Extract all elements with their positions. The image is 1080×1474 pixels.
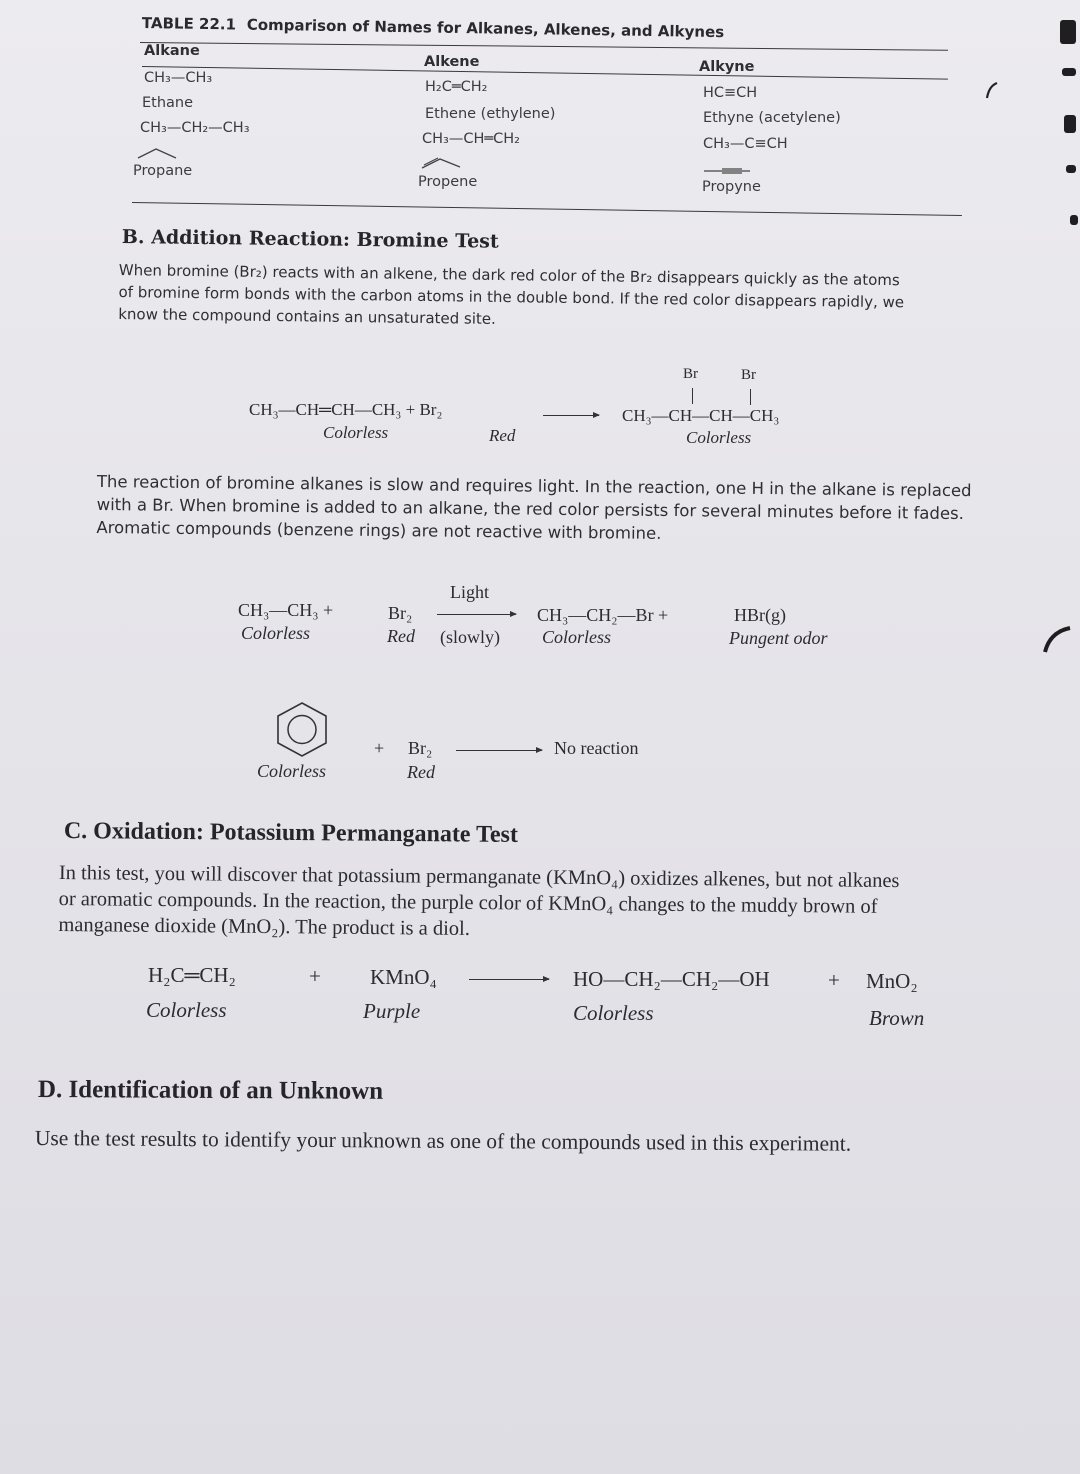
eq1-reactant-color: Colorless: [323, 423, 389, 442]
section-d-heading: D. Identification of an Unknown: [37, 1076, 384, 1105]
pen-mark: [1040, 624, 1074, 654]
eqc-kmno4: KMnO₄: [370, 965, 437, 989]
table-header-rule: [142, 66, 948, 80]
alkyne-name-ethyne: Ethyne (acetylene): [703, 110, 841, 126]
eq1-reaction-arrow: [543, 415, 599, 416]
eqc-product-color: Colorless: [573, 1001, 654, 1025]
eq1-bond-right: [750, 389, 751, 405]
section-c-paragraph: [58, 860, 899, 946]
eq2-bromine: Br₂: [388, 603, 413, 623]
column-header-alkyne: Alkyne: [699, 59, 755, 75]
table-title: [142, 14, 725, 41]
eq1-br-right: Br: [741, 367, 756, 383]
alkane-bromine-paragraph: [96, 470, 971, 548]
eq2-condition-slowly: (slowly): [440, 627, 500, 647]
alkene-formula-propene: CH₃—CH═CH₂: [422, 131, 520, 147]
section-b-paragraph: [118, 259, 904, 335]
para2-line-3: Aromatic compounds (benzene rings) are not reactive with bromine.: [96, 517, 662, 543]
alkene-name-propene: Propene: [418, 174, 478, 190]
eq2-hbr: HBr(g): [734, 605, 786, 625]
eq2-reactant: CH₃—CH₃ +: [238, 600, 334, 620]
margin-mark: [1066, 165, 1076, 173]
eq2-bromine-color: Red: [387, 626, 415, 646]
section-b-line-3: know the compound contains an unsaturated site.: [118, 304, 496, 328]
section-c-heading: C. Oxidation: Potassium Permanganate Test: [63, 818, 518, 848]
margin-mark: [1070, 215, 1078, 225]
section-d-text: Use the test results to identify your unknown as one of the compounds used in this experiment.: [34, 1126, 852, 1156]
eq3-reaction-arrow: [456, 750, 542, 751]
eqc-product: HO—CH₂—CH₂—OH: [573, 967, 770, 991]
eq1-bromine-color: Red: [489, 426, 516, 445]
eq3-plus: +: [374, 738, 385, 758]
eqc-reactant: H₂C═CH₂: [148, 963, 236, 987]
eq3-bromine-color: Red: [407, 762, 435, 782]
section-b-line-1: When bromine (Br₂) reacts with an alkene, the dark red color of the Br₂ disappears quickly as the atoms: [118, 260, 900, 290]
propene-skeletal-structure: [420, 156, 466, 170]
alkane-name-propane: Propane: [133, 163, 193, 179]
benzene-ring-structure: [272, 700, 332, 760]
eqc-reaction-arrow: [469, 979, 549, 980]
table-label: TABLE 22.1: [141, 14, 237, 34]
alkene-formula-ethene: H₂C═CH₂: [425, 79, 488, 95]
section-b-heading: B. Addition Reaction: Bromine Test: [121, 226, 499, 253]
eq1-product: CH₃—CH—CH—CH₃: [622, 406, 780, 425]
eqc-reactant-color: Colorless: [146, 998, 227, 1022]
margin-mark: [1060, 20, 1076, 44]
eq2-reaction-arrow: [437, 614, 516, 615]
eq1-product-color: Colorless: [686, 428, 752, 447]
eq1-reactants: CH₃—CH═CH—CH₃ + Br₂: [249, 400, 443, 419]
eqc-plus-1: +: [309, 964, 321, 988]
propyne-skeletal-structure: [702, 166, 754, 176]
eq2-condition-light: Light: [450, 582, 489, 602]
eq2-reactant-color: Colorless: [241, 623, 311, 643]
para2-line-2: with a Br. When bromine is added to an alkane, the red color persists for several minutes before it fades.: [96, 494, 965, 524]
column-header-alkene: Alkene: [424, 54, 480, 70]
eq2-product: CH₃—CH₂—Br +: [537, 605, 669, 625]
table-top-rule: [140, 42, 948, 51]
section-c-line-2: or aromatic compounds. In the reaction, the purple color of KMnO₄ changes to the muddy brown of: [58, 887, 878, 918]
eqc-kmno4-color: Purple: [363, 999, 421, 1023]
alkene-name-ethene: Ethene (ethylene): [425, 106, 556, 122]
column-header-alkane: Alkane: [144, 43, 200, 59]
section-c-line-3: manganese dioxide (MnO₂). The product is a diol.: [58, 913, 471, 940]
eq2-product-color: Colorless: [542, 627, 612, 647]
eq1-br-left: Br: [683, 366, 698, 382]
section-b-line-2: of bromine form bonds with the carbon atoms in the double bond. If the red color disappears rapidly, we: [118, 282, 905, 312]
eq3-bromine: Br₂: [408, 738, 433, 758]
alkane-formula-ethane: CH₃—CH₃: [144, 70, 213, 86]
pen-mark: [984, 80, 1000, 100]
alkyne-name-propyne: Propyne: [702, 179, 761, 195]
table-bottom-rule: [132, 202, 962, 216]
margin-mark: [1064, 115, 1076, 133]
table-caption: Comparison of Names for Alkanes, Alkenes, and Alkynes: [246, 15, 725, 42]
eq3-result: No reaction: [554, 738, 639, 758]
eq2-hbr-description: Pungent odor: [729, 628, 828, 648]
alkyne-formula-propyne: CH₃—C≡CH: [703, 136, 788, 152]
eqc-plus-2: +: [828, 968, 840, 992]
eqc-mno2-color: Brown: [869, 1006, 925, 1030]
propane-skeletal-structure: [136, 146, 182, 160]
eq1-bond-left: [692, 388, 693, 404]
eqc-mno2: MnO₂: [866, 969, 918, 993]
alkane-formula-propane: CH₃—CH₂—CH₃: [140, 120, 250, 136]
para2-line-1: The reaction of bromine alkanes is slow and requires light. In the reaction, one H in the alkane is replaced: [96, 471, 972, 501]
alkyne-formula-ethyne: HC≡CH: [703, 85, 758, 101]
eq3-benzene-color: Colorless: [257, 761, 327, 781]
margin-mark: [1062, 68, 1076, 76]
section-c-line-1: In this test, you will discover that potassium permanganate (KMnO₄) oxidizes alkenes, but not alkanes: [58, 861, 900, 893]
alkane-name-ethane: Ethane: [142, 95, 194, 111]
